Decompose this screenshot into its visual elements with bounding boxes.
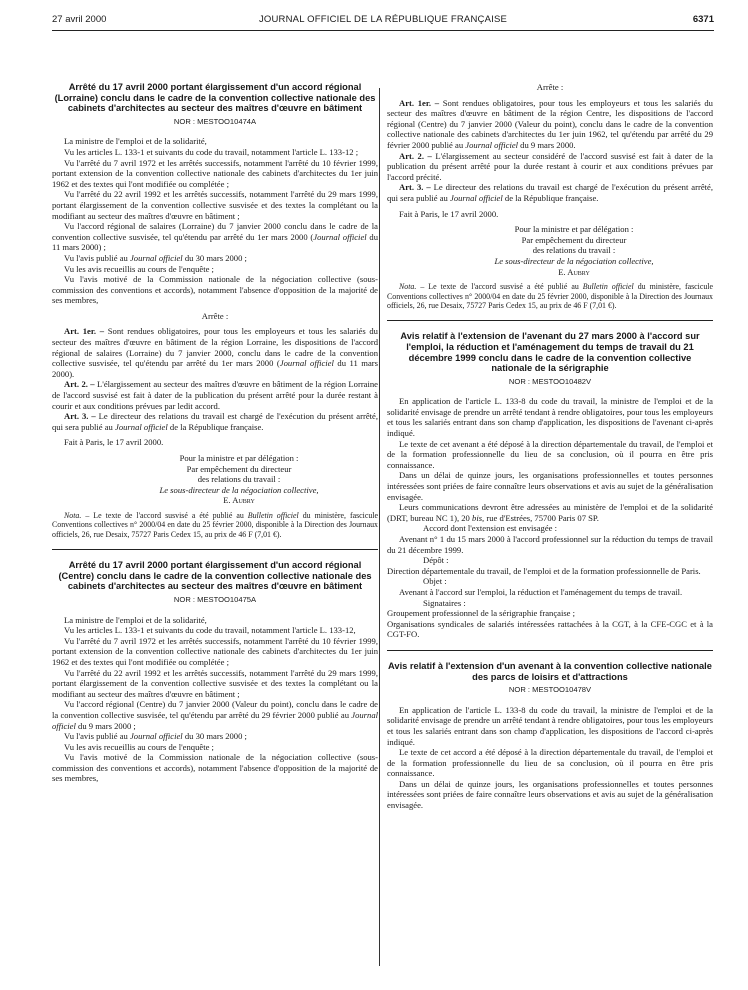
paragraph: La ministre de l'emploi et de la solidarité, — [64, 136, 207, 147]
nota: Nota. – Le texte de l'accord susvisé a été publié au Bulletin officiel du ministère, fascicule Conventions collectives n° 2000/04 en date du 25 février 2000, disponible à la Direction des Journaux officiels, 26, rue Desaix, 75727 Paris Cedex 15, au prix de 46 F (7,01 €). — [387, 282, 713, 310]
paragraph: Vu les articles L. 133-1 et suivants du code du travail, notamment l'article L. 133-12, — [64, 625, 356, 636]
paragraph: Vu l'accord régional (Centre) du 7 janvier 2000 (Valeur du point), conclu dans le cadre de la convention collective susvisée, tel qu'étendu par arrêté du 29 février 2000 publié au Journal officiel du 9 mars 2000 ; — [52, 699, 378, 731]
paragraph: Dans un délai de quinze jours, les organisations professionnelles et toutes personnes intéressées sont priées de faire connaître leurs observations et avis au sujet de la généralisation envisagée. — [387, 778, 713, 811]
article-2: Art. 2. – L'élargissement au secteur des maîtres d'œuvre en bâtiment de la région Lorraine de l'accord susvisé est fait à dater de la publication du présent arrêté pour la durée restant à courir et aux conditions prévues par ledit accord. — [52, 379, 378, 411]
avis-parcs-loisirs — [387, 661, 713, 811]
field-value: Avenant n° 1 du 15 mars 2000 à l'accord professionnel sur la réduction du temps de travail du 21 décembre 1999. — [387, 534, 713, 555]
header-page-number: 6371 — [692, 14, 714, 25]
signature-date: Fait à Paris, le 17 avril 2000. — [399, 208, 499, 219]
article-3: Art. 3. – Le directeur des relations du travail est chargé de l'exécution du présent arrêté, qui sera publié au Journal officiel de la République française. — [52, 411, 378, 432]
paragraph: Vu l'arrêté du 7 avril 1972 et les arrêtés successifs, notamment l'arrêté du 10 février 1999, portant extension de la convention collective nationale des cabinets d'architectes du 1er juin 1962 et des textes qui l'ont modifiée ou complétée ; — [52, 635, 378, 667]
avis-parcs-loisirs-nor: NOR : MESTOO10478V — [508, 685, 592, 695]
field-label: Dépôt : — [423, 555, 449, 566]
avis-serigraphie — [387, 331, 713, 640]
paragraph: La ministre de l'emploi et de la solidarité, — [64, 614, 207, 625]
field-label: Objet : — [423, 576, 447, 587]
paragraph: Vu l'arrêté du 22 avril 1992 et les arrêtés successifs, notamment l'arrêté du 29 mars 1999, portant élargissement de la convention collective susvisée et des textes la complétant ou la modifiant au secteur des maîtres d'œuvre en bâtiment ; — [52, 667, 378, 699]
article-1: Art. 1er. – Sont rendues obligatoires, pour tous les employeurs et tous les salariés du secteur des maîtres d'œuvre en bâtiment de la région Lorraine, les dispositions de l'accord régional de salaires (Lorraine) du 7 janvier 2000, conclu dans le cadre de la convention collective susvisée, tel qu'étendu par arrêté du 1er mars 2000 (Journal officiel du 11 mars 2000). — [52, 326, 378, 379]
paragraph: En application de l'article L. 133-8 du code du travail, la ministre de l'emploi et de la solidarité envisage de prendre un arrêté tendant à rendre obligatoires, pour tous les employeurs et tous les salariés entrant dans son champ d'application, les dispositions de l'avenant ci-après indiqué. — [387, 396, 713, 439]
field-value: Groupement professionnel de la sérigraphie française ; — [387, 608, 576, 619]
header-journal-title: JOURNAL OFFICIEL DE LA RÉPUBLIQUE FRANÇAISE — [258, 14, 508, 25]
arrete-centre-title: Arrêté du 17 avril 2000 portant élargissement d'un accord régional (Centre) conclu dans le cadre de la convention collective nationale des cabinets d'architectes au secteur des maîtres d'œuvre en bâtiment — [58, 560, 372, 592]
signature-block: Pour la ministre et par délégation : Par empêchement du directeur des relations du travail : Le sous-directeur de la négociation collective, E. Aubry — [494, 224, 654, 277]
arrete-heading: Arrête : — [201, 310, 229, 321]
paragraph: Vu l'accord régional de salaires (Lorraine) du 7 janvier 2000 conclu dans le cadre de la convention collective susvisée, tel qu'étendu par arrêté du 1er mars 2000 (Journal officiel du 11 mars 2000) ; — [52, 221, 379, 253]
field-value: Organisations syndicales de salariés intéressées rattachées à la CGT, à la CFE-CGC et à la CGT-FO. — [387, 618, 713, 640]
avis-parcs-loisirs-title: Avis relatif à l'extension d'un avenant à la convention collective nationale des parcs de loisirs et d'attractions — [388, 660, 712, 682]
field-label: Signataires : — [423, 597, 466, 608]
paragraph: En application de l'article L. 133-8 du code du travail, la ministre de l'emploi et de la solidarité envisage de prendre un arrêté tendant à rendre obligatoires, pour tous les employeurs et tous les salariés entrant dans son champ d'application, les dispositions de l'accord ci-après indiqué. — [387, 704, 713, 747]
article-2: Art. 2. – L'élargissement au secteur considéré de l'accord susvisé est fait à dater de la publication du présent arrêté pour la durée restant à courir et aux conditions prévues par l'accord précité. — [387, 150, 713, 182]
arrete-lorraine — [52, 82, 378, 539]
paragraph: Vu l'arrêté du 22 avril 1992 et les arrêtés successifs, notamment l'arrêté du 29 mars 1999, portant élargissement de la convention collective susvisée et des textes la complétant ou la modifiant au secteur des maîtres d'œuvre en bâtiment ; — [52, 189, 378, 221]
paragraph: Le texte de cet avenant a été déposé à la direction départementale du travail, de l'emploi et de la formation professionnelle du lieu de sa conclusion, où il pourra en être pris connaissance. — [387, 438, 713, 470]
field-label: Accord dont l'extension est envisagée : — [423, 523, 557, 534]
paragraph: Le texte de cet accord a été déposé à la direction départementale du travail, de l'emploi et de la formation professionnelle du lieu de sa conclusion, où il pourra en être pris connaissance. — [387, 747, 713, 779]
right-column — [387, 82, 713, 811]
paragraph: Vu les articles L. 133-1 et suivants du code du travail, notamment l'article L. 133-12 ; — [64, 146, 359, 157]
signature-block: Pour la ministre et par délégation : Par empêchement du directeur des relations du travail : Le sous-directeur de la négociation collective, E. Aubry — [159, 453, 319, 506]
article-3: Art. 3. – Le directeur des relations du travail est chargé de l'exécution du présent arrêté, qui sera publié au Journal officiel de la République française. — [387, 182, 713, 203]
nota: Nota. – Le texte de l'accord susvisé a été publié au Bulletin officiel du ministère, fascicule Conventions collectives n° 2000/04 en date du 25 février 2000, disponible à la Direction des Journaux officiels, 26, rue Desaix, 75727 Paris Cedex 15, au prix de 46 F (7,01 €). — [52, 510, 378, 539]
section-separator — [387, 320, 713, 321]
left-column — [52, 82, 378, 784]
field-value: Direction départementale du travail, de l'emploi et de la formation professionnelle de Paris. — [387, 565, 701, 576]
avis-serigraphie-nor: NOR : MESTOO10482V — [508, 376, 592, 386]
arrete-lorraine-nor: NOR : MESTOO10474A — [173, 116, 257, 126]
section-separator — [387, 650, 713, 651]
field-value: Avenant à l'accord sur l'emploi, la réduction et l'aménagement du temps de travail. — [399, 586, 683, 597]
signature-date: Fait à Paris, le 17 avril 2000. — [64, 437, 164, 448]
paragraph: Vu l'avis motivé de la Commission nationale de la négociation collective (sous-commission des conventions et accords), notamment l'absence d'opposition de la majorité de ses membres, — [52, 274, 378, 306]
article-1: Art. 1er. – Sont rendues obligatoires, pour tous les employeurs et tous les salariés du secteur des maîtres d'œuvre en bâtiment de la région Centre, les dispositions de l'accord régional (Centre) du 7 janvier 2000 (Valeur du point), conclu dans le cadre de la convention collective nationale des cabinets d'architectes du 1er juin 1962, tel qu'étendu par arrêté du 29 février 2000 publié au Journal officiel du 9 mars 2000. — [387, 97, 713, 150]
header-rule — [52, 30, 714, 31]
avis-serigraphie-title: Avis relatif à l'extension de l'avenant du 27 mars 2000 à l'accord sur l'emploi, la réduction et l'aménagement du temps de travail du 21 décembre 1999 conclu dans le cadre de la convention collective nationale de la sérigraphie — [400, 331, 700, 374]
paragraph: Vu l'avis motivé de la Commission nationale de la négociation collective (sous-commission des conventions et accords), notamment l'absence d'opposition de la majorité de ses membres, — [52, 752, 378, 784]
arrete-centre — [52, 560, 378, 784]
section-separator — [52, 549, 378, 550]
arrete-centre-nor: NOR : MESTOO10475A — [173, 594, 257, 604]
paragraph: Vu l'avis publié au Journal officiel du 30 mars 2000 ; — [64, 731, 247, 742]
page-header — [52, 14, 714, 28]
arrete-lorraine-title: Arrêté du 17 avril 2000 portant élargissement d'un accord régional (Lorraine) conclu dans le cadre de la convention collective nationale des cabinets d'architectes au secteur des maîtres d'œuvre en bâtiment — [54, 82, 376, 114]
column-divider — [379, 88, 380, 966]
header-date: 27 avril 2000 — [52, 14, 107, 25]
paragraph: Leurs communications devront être adressées au ministère de l'emploi et de la solidarité (DRT, bureau NC 1), 20 bis, rue d'Estrées, 75700 Paris 07 SP. — [387, 502, 713, 523]
paragraph: Vu les avis recueillis au cours de l'enquête ; — [64, 263, 214, 274]
paragraph: Dans un délai de quinze jours, les organisations professionnelles et toutes personnes intéressées sont priées de faire connaître leurs observations et avis au sujet de la généralisation envisagée. — [387, 470, 713, 502]
paragraph: Vu l'avis publié au Journal officiel du 30 mars 2000 ; — [64, 252, 247, 263]
arrete-heading: Arrête : — [536, 82, 564, 92]
arrete-centre-continued — [387, 82, 713, 310]
paragraph: Vu l'arrêté du 7 avril 1972 et les arrêtés successifs, notamment l'arrêté du 10 février 1999, portant extension de la convention collective nationale des cabinets d'architectes du 1er juin 1962 et des textes qui l'ont modifiée ou complétée ; — [52, 157, 378, 189]
paragraph: Vu les avis recueillis au cours de l'enquête ; — [64, 741, 214, 752]
